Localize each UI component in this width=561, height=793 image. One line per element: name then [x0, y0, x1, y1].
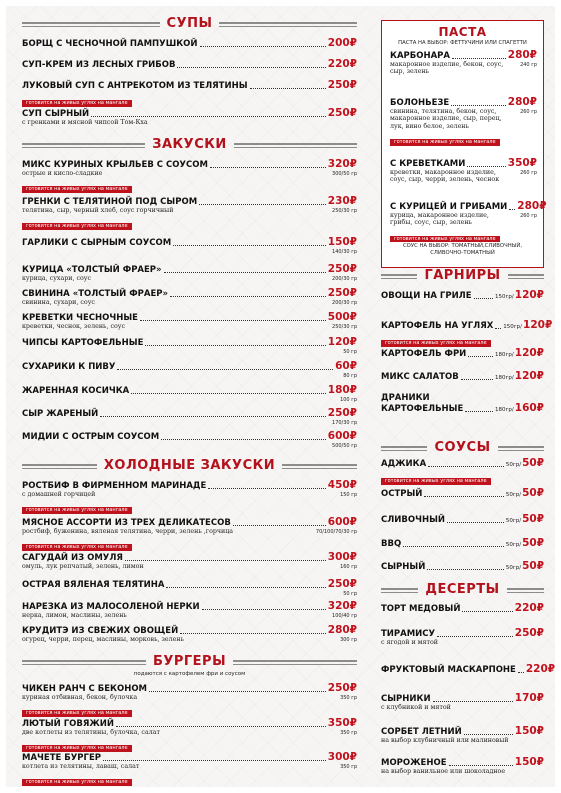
- leader-dots: [116, 726, 326, 727]
- item-weight: 50гр/: [505, 462, 522, 468]
- leader-dots: [509, 209, 515, 210]
- menu-item: [22, 578, 357, 597]
- leader-dots: [447, 522, 504, 523]
- item-price: 60₽: [335, 360, 357, 372]
- menu-item: [381, 458, 544, 487]
- item-weight: 200/30 гр: [332, 276, 357, 282]
- pasta-note-line: СЛИВОЧНО-ТОМАТНЫЙ: [430, 250, 495, 256]
- item-name: КУРИЦА «ТОЛСТЫЙ ФРАЕР»: [22, 265, 162, 275]
- item-weight: 240 гр: [520, 62, 537, 68]
- leader-dots: [427, 569, 504, 570]
- item-price: 500₽: [327, 311, 357, 323]
- menu-item: [390, 158, 537, 184]
- leader-dots: [467, 166, 505, 167]
- item-price: 250₽: [327, 407, 357, 419]
- item-name: ГАРЛИКИ С СЫРНЫМ СОУСОМ: [22, 238, 172, 248]
- item-weight: 160 гр: [340, 564, 357, 570]
- item-description: омуль, лук репчатый, зелень, лимон: [22, 563, 144, 570]
- item-price: 320₽: [327, 600, 357, 612]
- item-weight: 100 гр: [340, 397, 357, 403]
- leader-dots: [199, 204, 326, 205]
- item-price: 320₽: [327, 158, 357, 170]
- item-name: МИКС САЛАТОВ: [381, 372, 459, 382]
- item-description: на выбор ванильное или шоколадное: [381, 768, 506, 775]
- leader-dots: [518, 672, 524, 673]
- section-title: ХОЛОДНЫЕ ЗАКУСКИ: [103, 457, 276, 473]
- item-price: 150₽: [514, 725, 544, 737]
- menu-item: [381, 319, 553, 349]
- item-weight: 180гр/: [495, 407, 514, 413]
- item-description: с гренками и мясной чипсой Том-Кха: [22, 119, 148, 126]
- item-weight: 260 гр: [520, 213, 537, 219]
- menu-item: [22, 752, 357, 788]
- item-description: макаронное изделие, бекон, соус, сыр, зелень: [390, 61, 504, 76]
- item-price: 160₽: [514, 402, 544, 414]
- menu-item: [381, 290, 544, 301]
- item-name: СЫРНИКИ: [381, 694, 431, 704]
- item-price: 600₽: [327, 430, 357, 442]
- section-title: СУПЫ: [166, 15, 213, 31]
- item-price: 50₽: [522, 457, 544, 469]
- section-header-snacks: [22, 135, 357, 153]
- leader-dots: [433, 701, 513, 702]
- item-price: 200₽: [327, 37, 357, 49]
- menu-item: [381, 561, 544, 572]
- item-name: АДЖИКА: [381, 459, 427, 469]
- section-title: СОУСЫ: [434, 439, 491, 455]
- leader-dots: [166, 587, 325, 588]
- menu-item: [381, 757, 544, 775]
- menu-item: [22, 601, 357, 619]
- item-weight: 80 гр: [343, 373, 357, 379]
- item-price: 600₽: [327, 516, 357, 528]
- item-weight: 180гр/: [495, 375, 514, 381]
- menu-item: [22, 384, 357, 403]
- menu-item: [22, 288, 357, 306]
- menu-item: [381, 693, 544, 711]
- item-description: с ягодой и мятой: [381, 639, 438, 646]
- grill-badge: готовится на живых углях на мангале: [22, 507, 132, 514]
- leader-dots: [145, 345, 325, 346]
- item-price: 300₽: [327, 551, 357, 563]
- item-price: 280₽: [327, 624, 357, 636]
- item-price: 180₽: [327, 384, 357, 396]
- item-description: курица, макаронное изделие, грибы, соус, сыр, зелень: [390, 212, 489, 227]
- menu-item: [22, 552, 357, 570]
- menu-item: [22, 407, 357, 426]
- item-price: 250₽: [327, 287, 357, 299]
- menu-item: [22, 480, 357, 516]
- item-name: ГРЕНКИ С ТЕЛЯТИНОЙ ПОД СЫРОМ: [22, 197, 198, 207]
- leader-dots: [210, 167, 326, 168]
- menu-item: [390, 200, 547, 245]
- item-weight: 250/30 гр: [332, 324, 357, 330]
- item-price: 250₽: [327, 79, 357, 91]
- item-price: 350₽: [327, 717, 357, 729]
- item-description: креветки, макаронное изделие, соус, сыр, черри, зелень, чеснок: [390, 169, 500, 184]
- item-weight: 180гр/: [495, 352, 514, 358]
- item-name: КРЕВЕТКИ ЧЕСНОЧНЫЕ: [22, 313, 138, 323]
- item-weight: 250/30 гр: [332, 208, 357, 214]
- grill-badge: готовится на живых углях на мангале: [390, 139, 500, 146]
- item-weight: 170/30 гр: [332, 420, 357, 426]
- item-weight: 140/30 гр: [332, 249, 357, 255]
- leader-dots: [125, 560, 326, 561]
- item-weight: 50гр/: [505, 492, 522, 498]
- item-weight: 500/50 гр: [332, 443, 357, 449]
- item-description: телятина, сыр, черный хлеб, соус горчичный: [22, 207, 174, 214]
- item-name: ФРУКТОВЫЙ МАСКАРПОНЕ: [381, 665, 516, 675]
- item-name: МЯСНОЕ АССОРТИ ИЗ ТРЕХ ДЕЛИКАТЕСОВ: [22, 518, 231, 528]
- grill-badge: готовится на живых углях на мангале: [22, 100, 132, 107]
- leader-dots: [233, 525, 326, 526]
- grill-badge: готовится на живых углях на мангале: [381, 340, 491, 347]
- item-price: 280₽: [517, 200, 547, 212]
- menu-item: [22, 38, 357, 49]
- item-weight: 50 гр: [343, 349, 357, 355]
- section-subtitle: подаются с картофелем фри и соусом: [133, 671, 246, 677]
- leader-dots: [437, 636, 513, 637]
- item-description: две котлеты из телятины, булочка, салат: [22, 729, 160, 736]
- item-name: РОСТБИФ В ФИРМЕННОМ МАРИНАДЕ: [22, 481, 207, 491]
- item-price: 150₽: [514, 756, 544, 768]
- menu-item: [381, 663, 556, 675]
- item-price: 230₽: [327, 195, 357, 207]
- menu-item: [381, 514, 544, 525]
- leader-dots: [468, 356, 493, 357]
- section-header-sauces: [381, 438, 544, 456]
- section-header-desserts: [381, 580, 544, 598]
- leader-dots: [250, 88, 326, 89]
- item-weight: 100/40 гр: [332, 613, 357, 619]
- item-price: 220₽: [327, 58, 357, 70]
- item-description: с клубникой и мятой: [381, 704, 451, 711]
- item-weight: 350 гр: [340, 730, 357, 736]
- section-title: ДЕСЕРТЫ: [425, 581, 500, 597]
- pasta-note-line: СОУС НА ВЫБОР: ТОМАТНЫЙ,СЛИВОЧНЫЙ,: [402, 243, 523, 249]
- section-title: ЗАКУСКИ: [152, 136, 227, 152]
- item-name: БОЛОНЬЕЗЕ: [390, 98, 450, 108]
- item-price: 120₽: [523, 319, 553, 331]
- item-name: КАРТОФЕЛЬ ФРИ: [381, 349, 467, 359]
- section-title: ГАРНИРЫ: [424, 267, 501, 283]
- item-price: 280₽: [507, 49, 537, 61]
- item-name: ТОРТ МЕДОВЫЙ: [381, 604, 461, 614]
- menu-item: [381, 488, 544, 499]
- item-price: 150₽: [327, 236, 357, 248]
- menu-item: [22, 264, 357, 282]
- leader-dots: [424, 496, 503, 497]
- item-name: ДРАНИКИ: [381, 393, 430, 403]
- item-name: СЫР ЖАРЕНЫЙ: [22, 409, 99, 419]
- item-name: ТИРАМИСУ: [381, 629, 436, 639]
- menu-item: [22, 312, 357, 330]
- item-price: 250₽: [514, 627, 544, 639]
- leader-dots: [131, 393, 326, 394]
- item-price: 250₽: [327, 578, 357, 590]
- menu-item: [381, 628, 544, 646]
- grill-badge: готовится на живых углях на мангале: [22, 710, 132, 717]
- leader-dots: [103, 760, 326, 761]
- menu-item: [390, 97, 537, 148]
- item-description: креветки, чеснок, зелень, соус: [22, 323, 125, 330]
- grill-badge: готовится на живых углях на мангале: [22, 779, 132, 786]
- item-name: СУП СЫРНЫЙ: [22, 109, 90, 119]
- section-title: ПАСТА: [438, 25, 487, 39]
- item-weight: 260 гр: [520, 109, 537, 115]
- item-name: ЛЮТЫЙ ГОВЯЖИЙ: [22, 719, 115, 729]
- menu-item: [22, 108, 357, 126]
- item-description: нерка, лимон, маслины, зелень: [22, 612, 127, 619]
- item-price: 350₽: [507, 157, 537, 169]
- item-name: СУП-КРЕМ ИЗ ЛЕСНЫХ ГРИБОВ: [22, 60, 176, 70]
- leader-dots: [91, 116, 326, 117]
- item-weight: 50гр/: [505, 565, 522, 571]
- item-weight: 150гр/: [503, 324, 523, 330]
- item-name: СУХАРИКИ К ПИВУ: [22, 362, 116, 372]
- item-description: огурец, черри, перец, маслины, морковь, зелень: [22, 636, 185, 643]
- item-weight: 200/30 гр: [332, 300, 357, 306]
- item-name: МАЧЕТЕ БУРГЕР: [22, 753, 101, 763]
- item-name: ЧИПСЫ КАРТОФЕЛЬНЫЕ: [22, 338, 144, 348]
- section-subtitle: ПАСТА НА ВЫБОР: ФЕТТУЧИНИ ИЛИ СПАГЕТТИ: [398, 40, 527, 46]
- item-name: СЛИВОЧНЫЙ: [381, 515, 446, 525]
- grill-badge: готовится на живых углях на мангале: [381, 478, 491, 485]
- item-weight: 300 гр: [340, 637, 357, 643]
- leader-dots: [200, 46, 326, 47]
- item-weight: 150 гр: [340, 492, 357, 498]
- item-price: 300₽: [327, 751, 357, 763]
- item-price: 50₽: [522, 487, 544, 499]
- item-name: САГУДАЙ ИЗ ОМУЛЯ: [22, 553, 123, 563]
- leader-dots: [208, 488, 325, 489]
- leader-dots: [140, 320, 326, 321]
- item-name: ЛУКОВЫЙ СУП С АНТРЕКОТОМ ИЗ ТЕЛЯТИНЫ: [22, 81, 248, 91]
- menu-item: [22, 625, 357, 643]
- menu-item: [22, 718, 357, 754]
- item-price: 220₽: [525, 663, 556, 675]
- section-header-garnish: [381, 266, 544, 284]
- item-weight: 50 гр: [343, 591, 357, 597]
- item-name: ОВОЩИ НА ГРИЛЕ: [381, 291, 472, 301]
- item-price: 280₽: [507, 96, 537, 108]
- item-name: МИКС КУРИНЫХ КРЫЛЬЕВ С СОУСОМ: [22, 160, 208, 170]
- grill-badge: готовится на живых углях на мангале: [390, 236, 500, 243]
- item-price: 250₽: [327, 263, 357, 275]
- section-header-cold-snacks: [22, 456, 357, 474]
- item-weight: 350 гр: [340, 695, 357, 701]
- leader-dots: [464, 734, 513, 735]
- pasta-sauce-note: [382, 243, 543, 257]
- item-name: С КУРИЦЕЙ И ГРИБАМИ: [390, 202, 508, 212]
- item-description: свинина, сухари, соус: [22, 299, 95, 306]
- item-name: КАРТОФЕЛЬНЫЕ: [381, 404, 464, 414]
- grill-badge: готовится на живых углях на мангале: [22, 745, 132, 752]
- leader-dots: [173, 245, 326, 246]
- menu-item: [22, 236, 357, 255]
- menu-item: [381, 603, 544, 614]
- item-name: МИДИИ С ОСТРЫМ СОУСОМ: [22, 432, 160, 442]
- item-name: МОРОЖЕНОЕ: [381, 758, 447, 768]
- leader-dots: [495, 328, 501, 329]
- menu-item: [22, 159, 357, 195]
- pasta-box: [381, 20, 547, 268]
- item-name: ЧИКЕН РАНЧ С БЕКОНОМ: [22, 684, 148, 694]
- leader-dots: [465, 411, 493, 412]
- leader-dots: [449, 765, 513, 766]
- item-weight: 50гр/: [505, 542, 522, 548]
- leader-dots: [177, 67, 325, 68]
- leader-dots: [428, 466, 504, 467]
- item-name: ЖАРЕННАЯ КОСИЧКА: [22, 386, 130, 396]
- section-title: БУРГЕРЫ: [152, 653, 227, 669]
- item-weight: 350 гр: [340, 764, 357, 770]
- leader-dots: [164, 272, 326, 273]
- item-name: СЫРНЫЙ: [381, 562, 426, 572]
- menu-item: [381, 538, 544, 549]
- item-description: острые и кисло-сладкие: [22, 170, 103, 177]
- menu-item: [22, 336, 357, 355]
- item-name: С КРЕВЕТКАМИ: [390, 159, 466, 169]
- item-name: КРУДИТЭ ИЗ СВЕЖИХ ОВОЩЕЙ: [22, 626, 179, 636]
- item-price: 220₽: [514, 602, 544, 614]
- item-weight: 300/50 гр: [332, 171, 357, 177]
- leader-dots: [100, 416, 325, 417]
- item-name: БОРЩ С ЧЕСНОЧНОЙ ПАМПУШКОЙ: [22, 39, 198, 49]
- item-description: курица, сухари, соус: [22, 275, 91, 282]
- item-price: 250₽: [327, 682, 357, 694]
- leader-dots: [180, 633, 326, 634]
- leader-dots: [403, 546, 504, 547]
- menu-item: [390, 50, 537, 76]
- item-name: СОРБЕТ ЛЕТНИЙ: [381, 727, 462, 737]
- leader-dots: [452, 58, 506, 59]
- leader-dots: [202, 609, 326, 610]
- leader-dots: [474, 298, 493, 299]
- item-price: 120₽: [514, 370, 544, 382]
- item-description: на выбор клубничный или малиновый: [381, 737, 509, 744]
- menu-item: [22, 683, 357, 719]
- menu-item: [22, 517, 357, 553]
- item-name: КАРБОНАРА: [390, 51, 450, 61]
- grill-badge: готовится на живых углях на мангале: [22, 186, 132, 193]
- menu-item: [381, 726, 544, 744]
- menu-item: [381, 392, 544, 414]
- leader-dots: [462, 611, 512, 612]
- leader-dots: [117, 369, 333, 370]
- item-name: КАРТОФЕЛЬ НА УГЛЯХ: [381, 321, 494, 331]
- item-weight: 150гр/: [495, 294, 514, 300]
- menu-item: [381, 371, 544, 382]
- leader-dots: [170, 296, 326, 297]
- menu-item: [22, 59, 357, 70]
- leader-dots: [461, 379, 493, 380]
- section-header-soups: [22, 14, 357, 32]
- item-name: ОСТРАЯ ВЯЛЕНАЯ ТЕЛЯТИНА: [22, 580, 165, 590]
- item-price: 250₽: [327, 107, 357, 119]
- grill-badge: готовится на живых углях на мангале: [22, 223, 132, 230]
- item-weight: 50гр/: [505, 518, 522, 524]
- item-price: 50₽: [522, 560, 544, 572]
- leader-dots: [149, 691, 326, 692]
- item-name: СВИНИНА «ТОЛСТЫЙ ФРАЕР»: [22, 289, 168, 299]
- section-header-burgers: [22, 652, 357, 670]
- leader-dots: [451, 105, 506, 106]
- leader-dots: [161, 439, 326, 440]
- item-price: 50₽: [522, 537, 544, 549]
- item-price: 50₽: [522, 513, 544, 525]
- item-description: с домашней горчицей: [22, 491, 96, 498]
- item-name: ОСТРЫЙ: [381, 489, 423, 499]
- menu-item: [22, 360, 357, 379]
- item-name: НАРЕЗКА ИЗ МАЛОСОЛЕНОЙ НЕРКИ: [22, 602, 200, 612]
- item-price: 120₽: [514, 289, 544, 301]
- menu-item: [22, 430, 357, 449]
- item-weight: 70/100/70/30 гр: [315, 529, 357, 535]
- item-price: 120₽: [514, 347, 544, 359]
- item-price: 170₽: [514, 692, 544, 704]
- menu-item: [22, 196, 357, 232]
- item-description: котлета из телятины, лаваш, салат: [22, 763, 140, 770]
- item-price: 450₽: [327, 479, 357, 491]
- item-description: ростбиф, буженина, вяленая телятина, черри, зелень ,горчица: [22, 528, 234, 535]
- menu-item: [22, 80, 357, 109]
- item-price: 120₽: [327, 336, 357, 348]
- item-weight: 260 гр: [520, 170, 537, 176]
- grill-badge: готовится на живых углях на мангале: [22, 544, 132, 551]
- menu-item: [381, 348, 544, 359]
- item-description: свинина, телятина, бекон, соус, макаронное изделие, сыр, перец, лук, вино белое, зелень: [390, 108, 502, 130]
- item-name: BBQ: [381, 539, 402, 549]
- item-description: куриная отбивная, бекон, булочка: [22, 694, 138, 701]
